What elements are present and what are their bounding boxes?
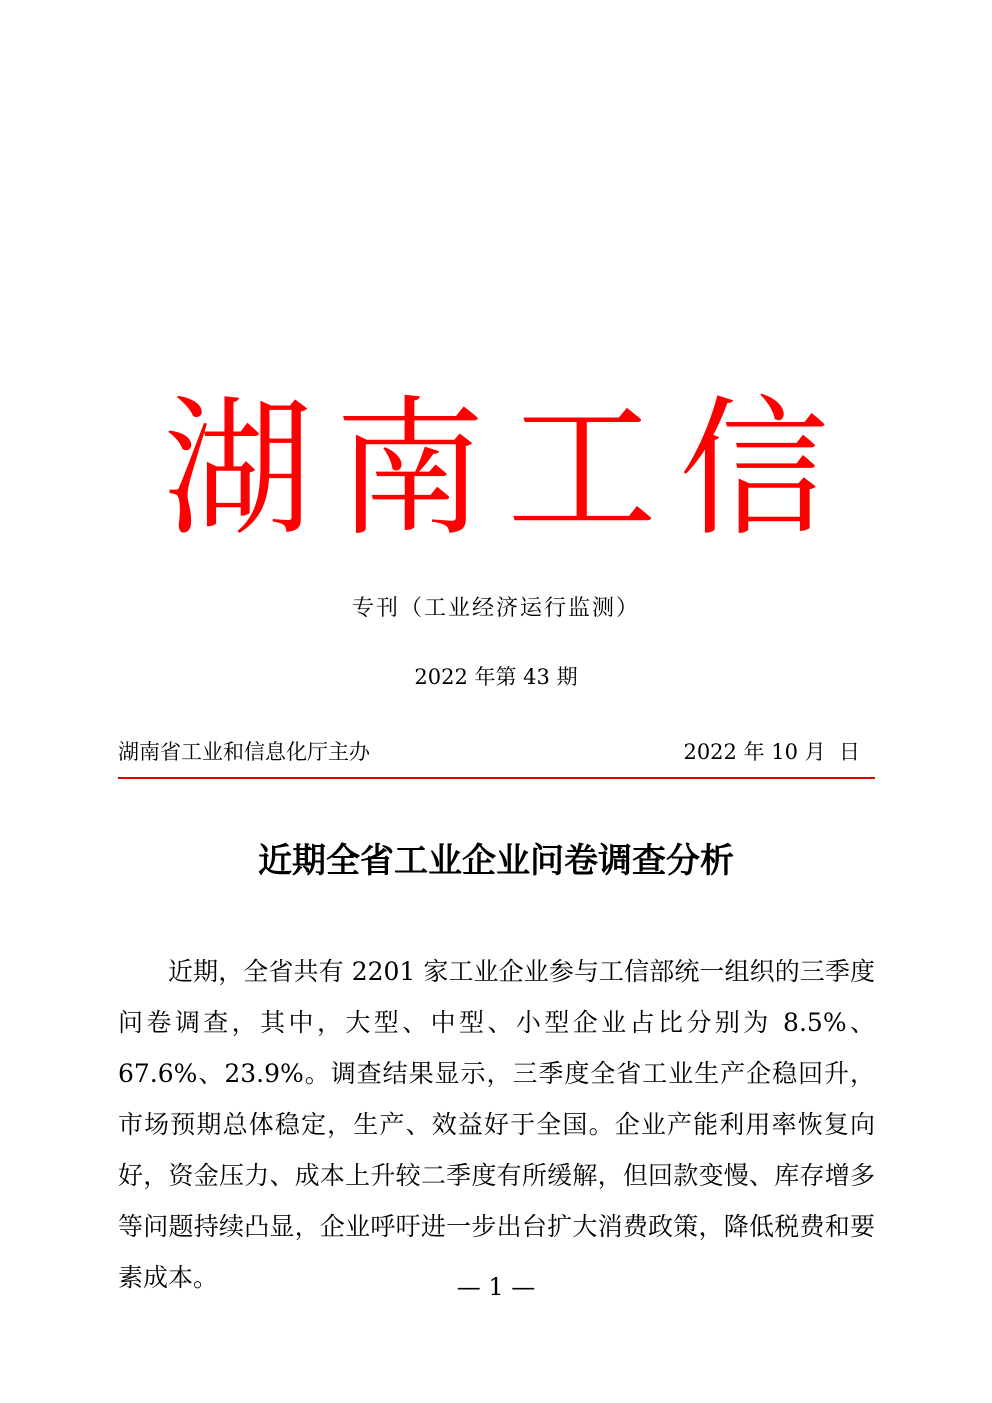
article-body-paragraph: 近期，全省共有 2201 家工业企业参与工信部统一组织的三季度问卷调查，其中，大型、中型、小型企业占比分别为 8.5%、67.6%、23.9%。调查结果显示，三季度全省工业生产企稳回升，市场预期总体稳定，生产、效益好于全国。企业产能利用率恢复向好，资金压力、成本上升较二季度有所缓解，但回款变慢、库存增多等问题持续凸显，企业呼吁进一步出台扩大消费政策，降低税费和要素成本。 <box>118 957 875 1292</box>
issue-number: 2022 年第 43 期 <box>414 665 578 689</box>
header-divider <box>118 777 875 779</box>
sponsor-line: 湖南省工业和信息化厅主办 <box>118 740 370 764</box>
publication-date: 2022 年 10 月 日 <box>683 740 860 764</box>
publication-subtitle: 专刊（工业经济运行监测） <box>351 596 640 621</box>
article-title: 近期全省工业企业问卷调查分析 <box>258 841 734 881</box>
masthead-title: 湖南工信 <box>162 383 851 557</box>
page-number: — 1 — <box>456 1273 536 1301</box>
